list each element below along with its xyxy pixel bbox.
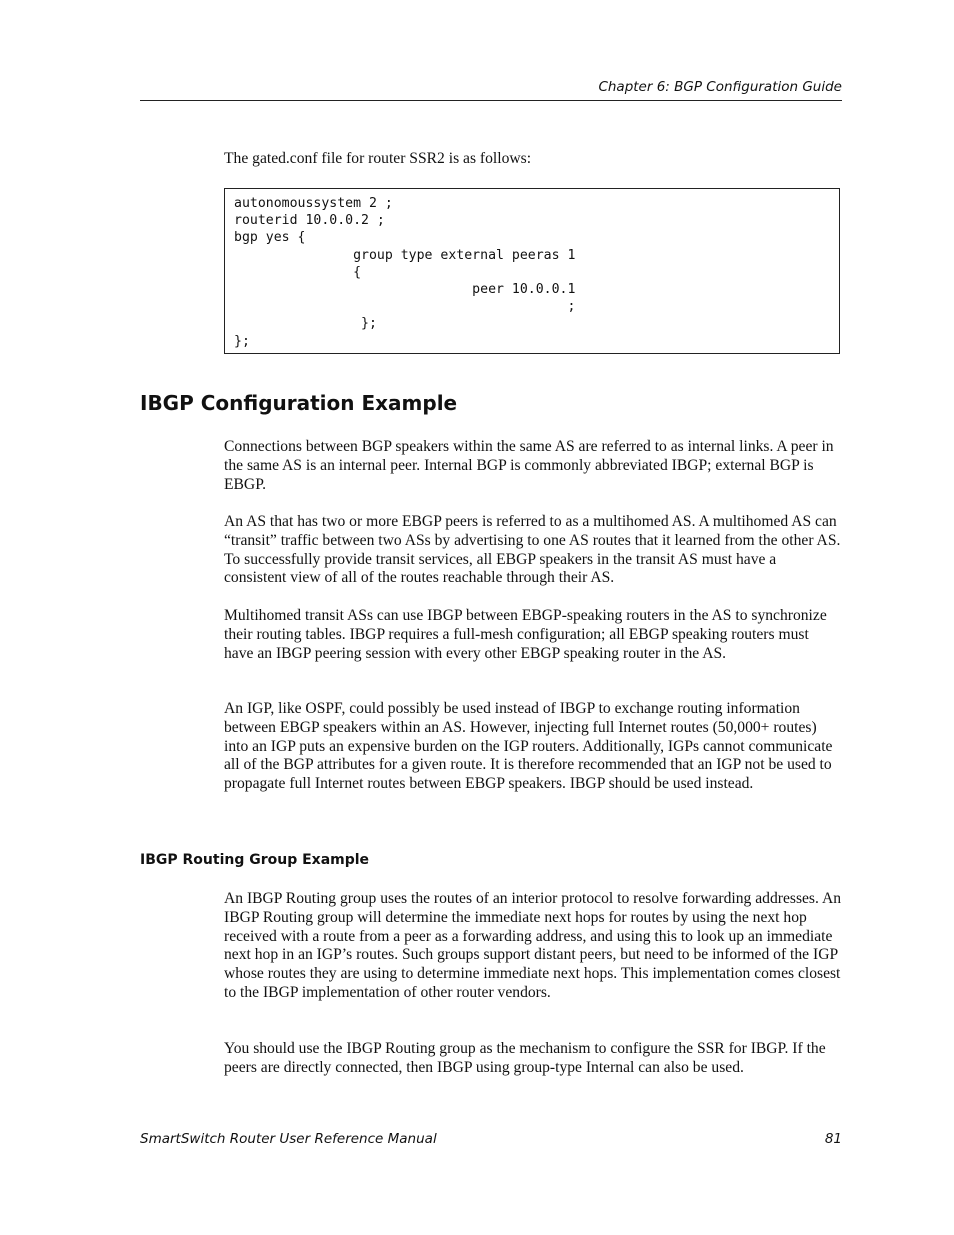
running-header: Chapter 6: BGP Configuration Guide [598,79,842,95]
paragraph: An IBGP Routing group uses the routes of an interior protocol to resolve forwarding addresses. An IBGP Routing group will determine the immediate next hops for routes by using the next hop received with a route from a peer as a forwarding address, and using this to look up an immediate next hop in an IGP’s routes. Such groups support distant peers, but need to be informed of the IGP whose routes they are using to determine immediate next hops. This implementation comes closest to the IBGP implementation of other router vendors. [224,890,841,1001]
header-divider [140,100,842,101]
intro-text: The gated.conf file for router SSR2 is as follows: [224,150,532,167]
section-heading: IBGP Configuration Example [140,391,458,415]
footer-manual-title: SmartSwitch Router User Reference Manual [140,1131,437,1147]
paragraph: You should use the IBGP Routing group as the mechanism to configure the SSR for IBGP. If the peers are directly connected, then IBGP using group-type Internal can also be used. [224,1040,826,1076]
subsection-heading: IBGP Routing Group Example [140,852,370,868]
page-number: 81 [824,1131,842,1147]
paragraph: Multihomed transit ASs can use IBGP between EBGP-speaking routers in the AS to synchronize their routing tables. IBGP requires a full-mesh configuration; all EBGP speaking routers must have an IBGP peering session with every other EBGP speaking router in the AS. [224,607,827,662]
paragraph: Connections between BGP speakers within the same AS are referred to as internal links. A peer in the same AS is an internal peer. Internal BGP is commonly abbreviated IBGP; external BGP is EBGP. [224,438,834,493]
code-block [224,188,840,354]
gated-conf-code: autonomoussystem 2 ; routerid 10.0.0.2 ; bgp yes { group type external peeras 1 { peer 10.0.0.1 ; }; }; [234,196,576,349]
paragraph: An IGP, like OSPF, could possibly be used instead of IBGP to exchange routing information between EBGP speakers within an AS. However, injecting full Internet routes (50,000+ routes) into an IGP puts an expensive burden on the IGP routers. Additionally, IGPs cannot communicate all of the BGP attributes for a given route. It is therefore recommended that an IGP not be used to propagate full Internet routes between EBGP speakers. IBGP should be used instead. [224,700,833,793]
paragraph: An AS that has two or more EBGP peers is referred to as a multihomed AS. A multihomed AS can “transit” traffic between two ASs by advertising to one AS routes that it learned from the other AS. To successfully provide transit services, all EBGP speakers in the transit AS must have a consistent view of all of the routes reachable through their AS. [224,513,841,587]
